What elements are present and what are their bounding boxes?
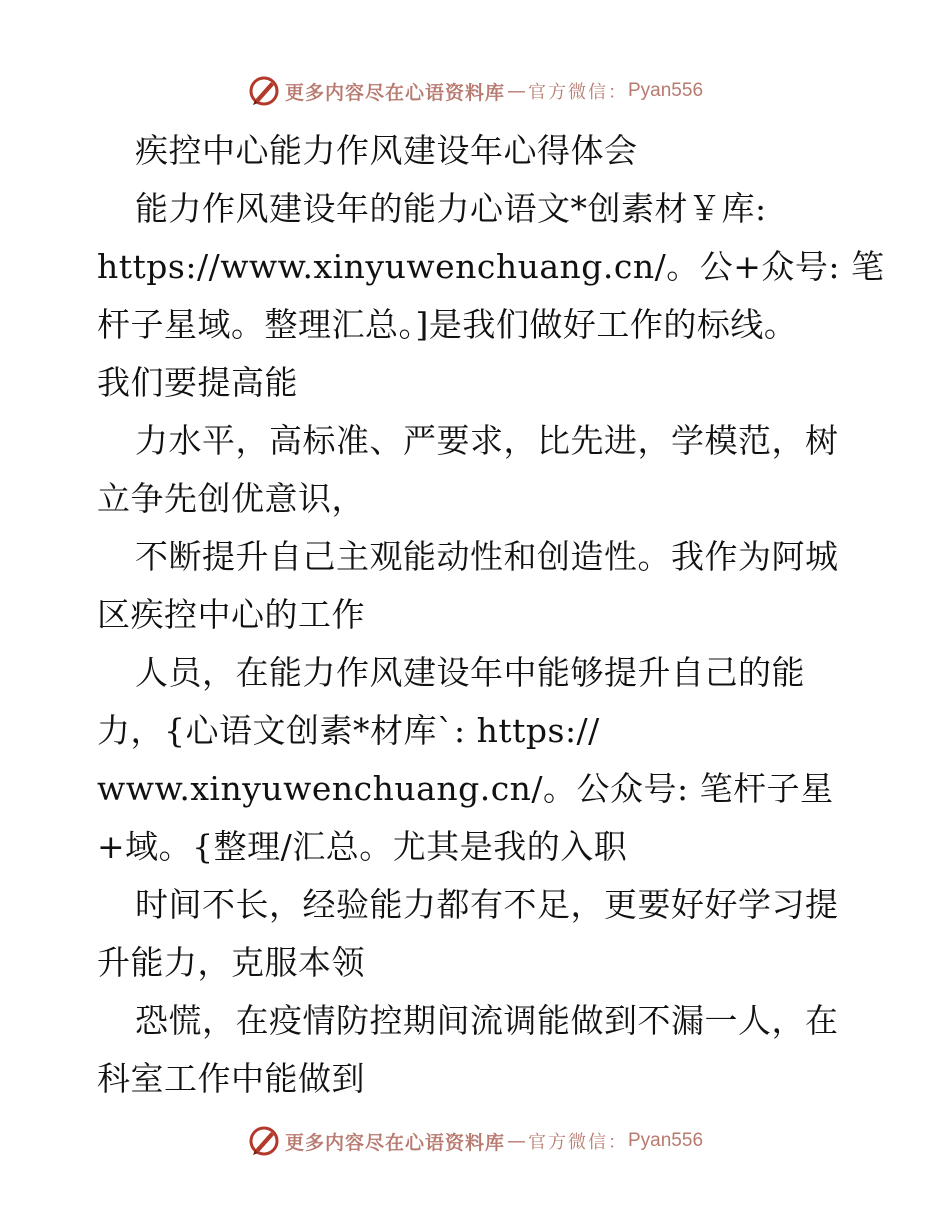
banner-separator: — (507, 80, 526, 102)
banner-wechat-label: 官方微信： (528, 82, 628, 103)
text-line: https://www.xinyuwenchuang.cn/。公+众号: 笔 (97, 247, 885, 286)
banner-wechat-label: 官方微信： (528, 1132, 628, 1153)
text-line: 立争先创优意识， (97, 479, 365, 518)
banner-wechat-id: Pyan556 (628, 80, 704, 101)
document-body (97, 122, 885, 1108)
banner-text: 更多内容尽在心语资料库 (284, 1131, 505, 1154)
text-line: 不断提升自己主观能动性和创造性。我作为阿城 (135, 537, 839, 576)
text-line: 力水平，高标准、严要求，比先进，学模范，树 (135, 421, 839, 460)
document-title: 疾控中心能力作风建设年心得体会 (135, 131, 638, 170)
text-line: 我们要提高能 (97, 363, 298, 402)
text-line: 科室工作中能做到 (97, 1059, 365, 1098)
text-line: 能力作风建设年的能力心语文*创素材￥库: (135, 189, 767, 228)
footer-banner (0, 1121, 950, 1161)
text-line: 升能力，克服本领 (97, 943, 365, 982)
text-line: 时间不长，经验能力都有不足，更要好好学习提 (135, 885, 839, 924)
text-line: 人员，在能力作风建设年中能够提升自己的能 (135, 653, 805, 692)
text-line: 区疾控中心的工作 (97, 595, 365, 634)
header-banner (0, 71, 950, 111)
text-line: 恐慌，在疫情防控期间流调能做到不漏一人，在 (135, 1001, 839, 1040)
banner-text: 更多内容尽在心语资料库 (284, 81, 505, 104)
banner-wechat-id: Pyan556 (628, 1130, 704, 1151)
pen-logo-icon (247, 1124, 281, 1158)
text-line: 杆子星域。整理汇总。]是我们做好工作的标线。 (97, 305, 798, 344)
text-line: 力，{心语文创素*材库`: https:// (97, 711, 600, 750)
pen-logo-icon (247, 74, 281, 108)
banner-separator: — (507, 1130, 526, 1152)
text-line: +域。{整理/汇总。尤其是我的入职 (97, 827, 628, 866)
text-line: www.xinyuwenchuang.cn/。公众号: 笔杆子星 (97, 769, 834, 808)
